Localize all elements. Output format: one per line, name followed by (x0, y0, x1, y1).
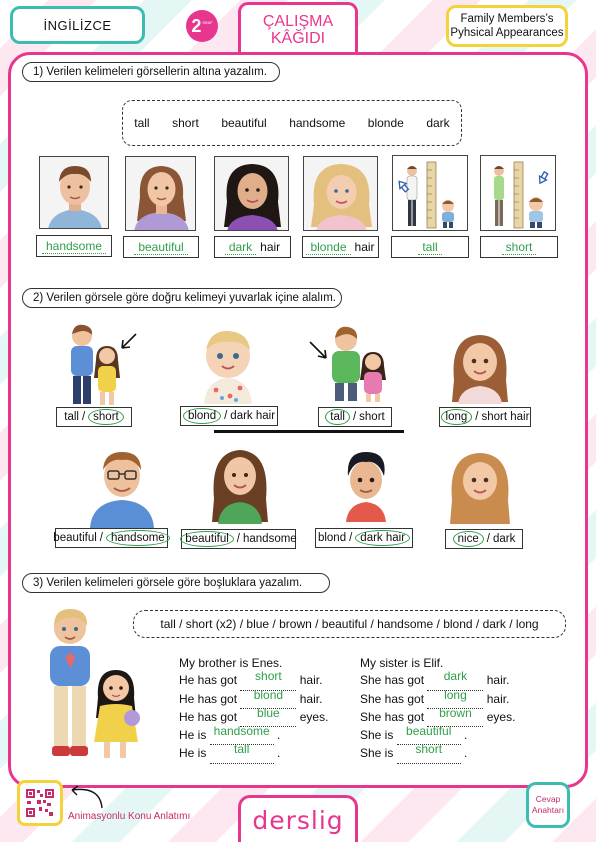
brother-line-5 (179, 742, 328, 763)
option-5-b: handsome (106, 530, 170, 546)
sister-line-5-fill: short (415, 742, 443, 757)
option-4-a: long (441, 409, 473, 425)
brother-line-4-pre: He is (179, 728, 207, 743)
option-4-sep: / (475, 411, 479, 423)
sister-line-2-fill: long (444, 687, 467, 702)
option-6-b: handsome (242, 533, 297, 545)
option-box-5[interactable] (55, 528, 168, 548)
answer-6-text: short (502, 240, 537, 255)
answer-key-button[interactable] (526, 782, 570, 828)
image-nice-girl (446, 448, 514, 526)
subject-label: İNGİLİZCE (43, 17, 112, 33)
option-7-b: dark hair (355, 530, 410, 546)
word-beautiful: beautiful (221, 116, 267, 130)
qr-code-icon (25, 788, 55, 818)
answer-4-suffix: hair (354, 240, 375, 254)
sister-sentences (360, 655, 515, 764)
section3-instruction: 3) Verilen kelimeleri görsele göre boşluklara yazalım. (22, 573, 330, 593)
option-6-a: beautiful (180, 531, 233, 547)
sister-line-3-post: eyes. (486, 709, 516, 724)
sister-line-1-post: hair. (486, 673, 510, 688)
topic-badge (446, 5, 568, 47)
brother-line-2-fill: blond (253, 687, 284, 702)
sister-line-1-fill: dark (443, 669, 468, 684)
sister-line-4-fill: beautiful (406, 724, 452, 739)
word-blonde: blonde (367, 116, 404, 130)
answer-box-4 (302, 236, 379, 258)
qr-code-button[interactable] (17, 780, 63, 826)
answer-box-3 (214, 236, 291, 258)
brother-line-4 (179, 724, 328, 745)
option-1-b: short (88, 409, 124, 425)
answer-box-5 (391, 236, 469, 258)
photo-tall-man (392, 155, 468, 231)
subject-badge (10, 6, 145, 44)
image-brother-sister (40, 602, 150, 766)
topic-line2: Pyhsical Appearances (450, 27, 564, 39)
answer-3-suffix: hair (260, 240, 281, 254)
option-1-a: tall (64, 411, 79, 423)
photo-blonde-girl (303, 156, 378, 231)
option-7-a: blond (317, 532, 347, 544)
brother-line-3-fill: blue (257, 705, 280, 720)
word-dark: dark (426, 116, 450, 130)
grade-number: 2 (191, 15, 202, 36)
brand-logo: derslig (252, 805, 344, 835)
option-8-a: nice (453, 531, 484, 547)
option-7-sep: / (349, 532, 353, 544)
title-line2: KÂĞIDI (270, 29, 326, 47)
answer-box-2 (123, 236, 199, 258)
brother-line-5-pre: He is (179, 746, 207, 761)
option-3-sep: / (352, 411, 357, 423)
brother-line-3-post: eyes. (299, 709, 329, 724)
answer-key-line1: Cevap (535, 794, 561, 804)
sister-line-5-post: . (464, 746, 468, 761)
word-tall: tall (134, 116, 150, 130)
section1-instruction: 1) Verilen kelimeleri görsellerin altına yazalım. (22, 62, 280, 82)
answer-key-line2: Anahtarı (531, 805, 565, 815)
option-box-1[interactable] (56, 407, 132, 427)
option-5-a: beautiful (53, 532, 97, 544)
sister-line-4-post: . (464, 728, 468, 743)
sister-intro: My sister is Elif. (360, 656, 444, 670)
option-box-7[interactable] (315, 528, 413, 548)
answer-box-6 (480, 236, 558, 258)
brother-line-4-post: . (277, 728, 281, 743)
option-8-b: dark (492, 533, 516, 545)
brother-line-5-post: . (277, 746, 281, 761)
word-bank-text: tall / short (x2) / blue / brown / beautiful / handsome / blond / dark / long (160, 617, 539, 631)
option-box-8[interactable] (445, 529, 523, 549)
word-short: short (172, 116, 199, 130)
section3-word-bank (133, 610, 566, 638)
brother-line-4-fill: handsome (213, 724, 270, 739)
title-line1: ÇALIŞMA (262, 12, 334, 30)
sister-line-1 (360, 669, 515, 690)
animation-label[interactable]: Animasyonlu Konu Anlatımı (68, 811, 191, 822)
answer-2-text: beautiful (134, 240, 187, 255)
option-2-sep: / (224, 410, 228, 422)
image-tall-boy-short-girl-2 (306, 320, 398, 402)
brother-line-2 (179, 687, 328, 709)
answer-4-text: blonde (306, 240, 350, 255)
option-3-a: tall (325, 409, 350, 425)
option-1-sep: / (81, 411, 86, 423)
word-handsome: handsome (289, 116, 346, 130)
sister-line-3-pre: She has got (360, 709, 425, 724)
section2-instruction: 2) Verilen görsele göre doğru kelimeyi yuvarlak içine alalım. (22, 288, 342, 308)
answer-1-text: handsome (42, 239, 106, 254)
brother-line-2-post: hair. (299, 691, 323, 706)
option-2-a: blond (183, 408, 221, 424)
sister-line-5 (360, 742, 515, 763)
brother-sentences (179, 655, 328, 764)
divider-line (214, 430, 404, 433)
option-box-6[interactable] (181, 529, 296, 549)
option-6-sep: / (236, 533, 240, 545)
brother-intro: My brother is Enes. (179, 656, 283, 670)
option-3-b: short (359, 411, 385, 423)
curved-arrow-icon (66, 782, 106, 812)
image-blond-baby (196, 326, 260, 404)
sister-line-3-fill: brown (439, 705, 472, 720)
image-beautiful-woman (206, 444, 274, 524)
option-4-b: short hair (481, 411, 530, 423)
image-handsome-man-glasses (84, 444, 160, 528)
option-2-b: dark hair (230, 410, 276, 422)
answer-box-1 (36, 235, 112, 257)
grade-badge (186, 10, 218, 42)
brand-logo-box (238, 795, 358, 842)
sister-line-2-pre: She has got (360, 691, 425, 706)
option-box-4[interactable] (439, 407, 531, 427)
topic-line1: Family Members’s (460, 13, 554, 25)
answer-5-text: tall (418, 240, 441, 255)
option-box-2[interactable] (180, 406, 278, 426)
photo-beautiful-woman (125, 156, 196, 231)
answer-3-text: dark (225, 240, 256, 255)
option-5-sep: / (99, 532, 103, 544)
worksheet-title (238, 2, 358, 54)
brother-line-1-post: hair. (299, 673, 323, 688)
image-tall-boy-short-girl (60, 320, 140, 406)
photo-short-boy (480, 155, 556, 231)
section1-word-box (122, 100, 462, 146)
image-long-hair-girl (446, 330, 514, 404)
brother-line-1-pre: He has got (179, 673, 238, 688)
sister-line-2 (360, 687, 515, 709)
option-box-3[interactable] (318, 407, 392, 427)
photo-dark-hair-girl (214, 156, 289, 231)
option-8-sep: / (486, 533, 490, 545)
image-dark-hair-boy (336, 446, 396, 522)
sister-line-1-pre: She has got (360, 673, 425, 688)
sister-line-2-post: hair. (486, 691, 510, 706)
brother-line-2-pre: He has got (179, 691, 238, 706)
brother-line-5-fill: tall (234, 742, 250, 757)
sister-line-4-pre: She is (360, 728, 394, 743)
photo-handsome-man (39, 156, 109, 229)
sister-line-5-pre: She is (360, 746, 394, 761)
brother-line-1-fill: short (255, 669, 282, 684)
grade-suffix: SINIF (202, 19, 213, 25)
brother-line-3-pre: He has got (179, 709, 238, 724)
